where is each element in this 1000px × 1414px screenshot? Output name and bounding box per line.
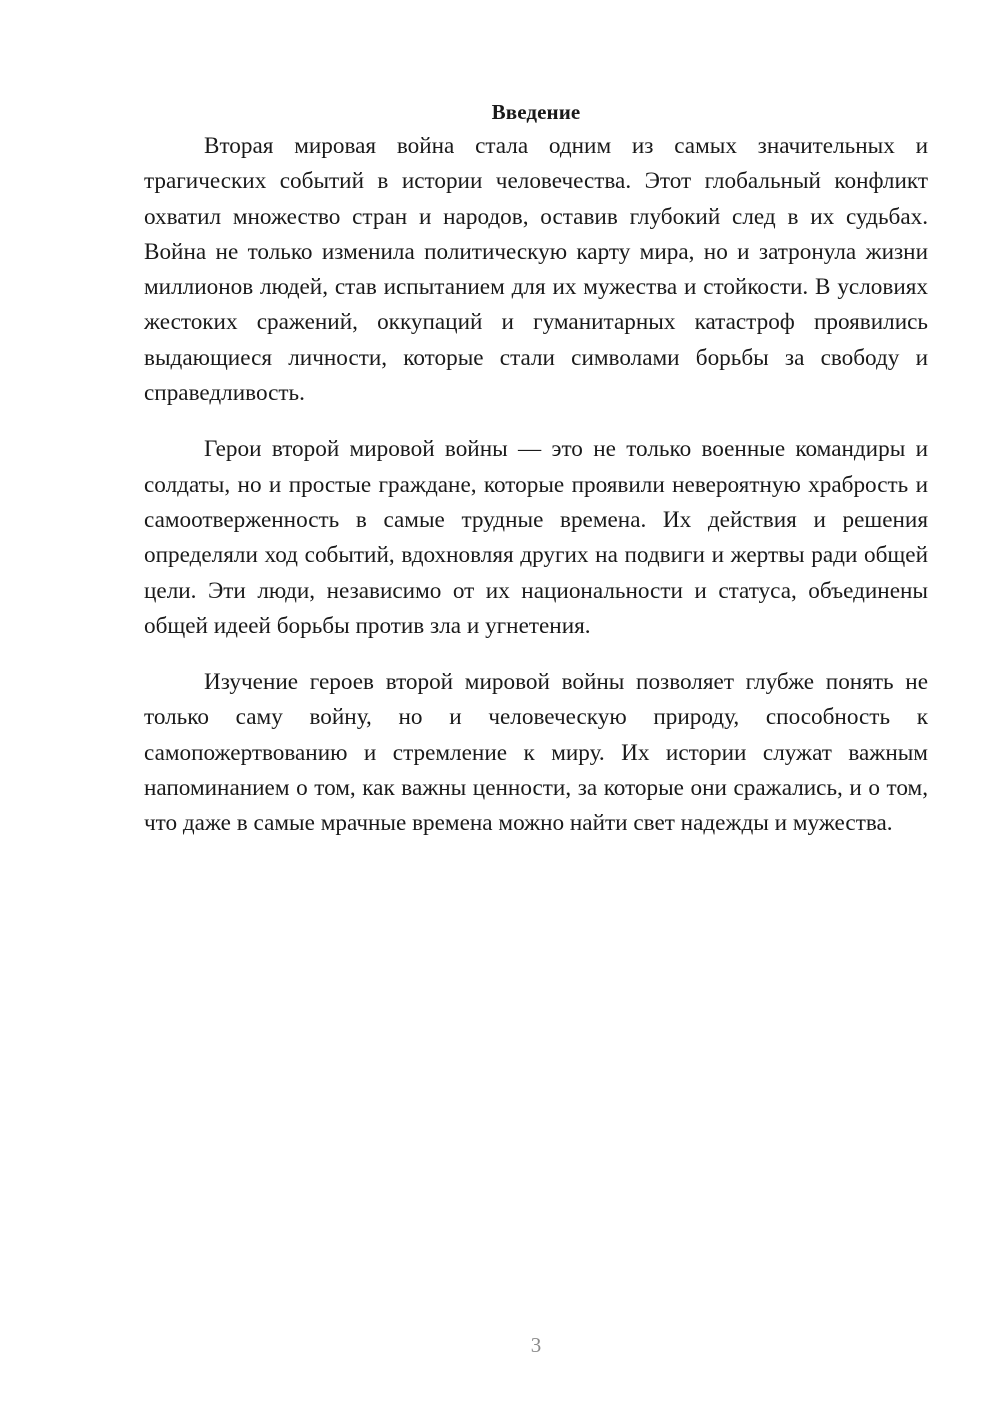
paragraph-1: Вторая мировая война стала одним из самых значительных и трагических событий в истории человечества. Этот глобальный конфликт охватил множество стран и народов, оставив глубокий след в их судьбах. Война не только изменила политическую карту мира, но и затронула жизни миллионов людей, став испытанием для их мужества и стойкости. В условиях жестоких сражений, оккупаций и гуманитарных катастроф проявились выдающиеся личности, которые стали символами борьбы за свободу и справедливость.: [144, 133, 928, 407]
page-number: 3: [530, 1333, 542, 1357]
page-content: [144, 95, 928, 863]
paragraph-3: Изучение героев второй мировой войны позволяет глубже понять не только саму войну, но и человеческую природу, способность к самопожертвованию и стремление к миру. Их истории служат важным напоминанием о том, как важны ценности, за которые они сражались, и о том, что даже в самые мрачные времена можно найти свет надежды и мужества.: [144, 669, 928, 837]
paragraph-2: Герои второй мировой войны — это не только военные командиры и солдаты, но и простые граждане, которые проявили невероятную храбрость и самоотверженность в самые трудные времена. Их действия и решения определяли ход событий, вдохновляя других на подвиги и жертвы ради общей цели. Эти люди, независимо от их национальности и статуса, объединены общей идеей борьбы против зла и угнетения.: [144, 436, 928, 639]
section-title: Введение: [491, 100, 581, 124]
